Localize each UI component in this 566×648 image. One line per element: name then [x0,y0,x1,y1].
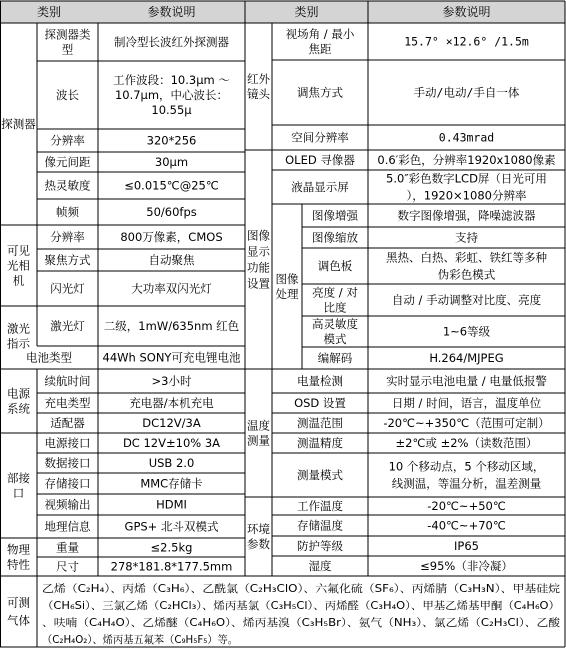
row-value: 支持 [455,230,478,245]
row-label: 激光灯 [50,319,85,333]
row-value: ≤2.5kg [150,540,193,555]
row-value: 5.0″彩色数字LCD屏（日光可用 [386,171,547,186]
row-label: 测温精度 [297,436,343,450]
section-environment: 环境 [247,522,270,536]
section-display-settings: 功能 [247,260,270,275]
row-label: 防护等级 [297,539,343,553]
row-label: 视频输出 [44,497,91,512]
section-laser: 激光 [7,321,30,336]
row-label: 电源接口 [44,436,91,450]
row-label: 调焦方式 [297,85,343,100]
section-ports: 部接 [7,471,30,485]
row-value: USB 2.0 [148,456,195,470]
section-display-settings: 显示 [247,244,270,259]
section-ir-lens: 镜头 [247,87,270,101]
row-value: H.264/MJPEG [429,351,504,365]
row-label: 图像增强 [312,208,358,223]
row-label: 存储温度 [297,518,343,533]
row-value: 44Wh SONY可充电锂电池 [102,350,241,365]
row-value: MMC存储卡 [140,476,203,491]
row-label: 探测器类 [44,27,91,42]
row-label: OLED 寻像器 [285,153,355,167]
row-value: 0.6′彩色，分辨率1920x1080像素 [377,153,556,167]
row-value: >3小时 [151,374,192,388]
header-desc-right: 参数说明 [442,5,491,19]
row-value: HDMI [156,497,187,512]
section-display-settings: 图像 [247,228,270,243]
row-label: 液晶显示屏 [291,180,349,194]
row-label: 工作温度 [297,499,343,513]
row-value: 15.7° ×12.6° /1.5m [404,34,529,49]
gas-list-line: 乙烯（C₂H₄）、丙烯（C₃H₆）、乙酰氯（C₂H₃ClO）、六氟化硫（SF₆）、丙烯腈（C₃H₃N）、甲基硅烷 [42,583,501,595]
row-label: 视场角 / 最小 [285,27,355,41]
section-temperature: 温度 [247,418,270,433]
row-label: 适配器 [50,416,85,430]
row-value: IP65 [454,539,479,553]
row-label: 分辨率 [50,230,85,244]
row-value: 大功率双闪光灯 [131,281,212,296]
row-value: ±2℃或 ±2%（读数范围） [395,436,538,450]
row-value: 伪彩色模式 [437,267,496,282]
section-environment: 参数 [247,537,270,551]
section-image-processing: 处理 [275,287,299,301]
row-label: 编解码 [317,351,353,365]
row-label: 测量模式 [297,468,343,482]
header-desc-left: 参数说明 [147,5,196,19]
row-value: 工作波段：10.3μm ～ [113,73,230,87]
section-ir-lens: 红外 [247,72,270,86]
section-display-settings: 设置 [247,276,270,291]
row-label: 聚焦方式 [44,253,91,267]
row-label: 亮度 / 对 [312,285,358,300]
row-value: ），1920×1080分辨率 [406,188,527,203]
section-gases: 可测 [7,595,30,610]
section-gases: 气体 [7,613,30,628]
section-physical: 特性 [7,557,30,572]
row-value: -20℃~+350℃（范围可定制） [383,416,550,430]
section-image-processing: 图像 [275,272,299,286]
row-value: 制冷型长波红外探测器 [114,35,229,49]
row-label: 帧频 [56,205,79,219]
row-value: 278*181.8*177.5mm [110,559,233,574]
row-label: 比度 [323,300,347,315]
section-detector: 探测器 [1,117,36,131]
row-value: ≤95%（非冷凝） [420,559,513,573]
row-value: 二级，1mW/635nm 红色 [103,319,240,333]
row-value: -20℃~+50℃ [427,499,506,513]
row-value: 数字图像增强，降噪滤波器 [397,208,536,223]
row-value: ≤0.015℃@25℃ [124,178,219,193]
row-value: 充电器/本机充电 [129,396,214,410]
row-value: DC 12V±10% 3A [122,436,221,450]
row-label: 空间分辨率 [291,130,349,145]
row-value: 10.55μ [151,103,192,117]
row-label: 调色板 [317,259,353,273]
row-value: 800万像素，CMOS [120,230,223,244]
row-label: 波长 [56,88,79,102]
row-value: 320*256 [146,133,197,148]
row-label: 焦距 [308,42,332,56]
row-value: -40℃~+70℃ [427,518,506,533]
row-value: 黑热、白热、彩虹、铁红等多种 [386,250,547,265]
section-visible-camera: 光相 [7,258,30,273]
row-label: 型 [61,42,74,57]
row-value: 自动 / 手动调整对比度、亮度 [391,293,542,307]
section-laser: 指示 [7,336,30,351]
row-label: 存储接口 [44,476,91,491]
row-label: 电池类型 [26,350,72,365]
row-value: 0.43mrad [438,130,495,145]
row-label: 模式 [323,332,347,346]
row-label: 重量 [56,540,79,555]
section-power: 系统 [7,401,30,416]
row-label: 充电类型 [44,396,91,410]
row-label: 分辨率 [50,133,85,148]
row-label: 图像缩放 [312,230,358,245]
row-value: 1~6等级 [442,324,491,339]
section-power: 电源 [7,386,30,401]
row-label: 像元间距 [44,155,91,169]
row-label: 电量检测 [297,374,343,388]
section-visible-camera: 机 [12,273,25,288]
row-label: 热灵敏度 [44,178,91,193]
row-label: 地理信息 [44,519,91,534]
section-temperature: 测量 [247,433,270,448]
row-label: 数据接口 [44,456,91,470]
row-label: 尺寸 [56,559,79,574]
row-value: GPS+ 北斗双模式 [124,519,219,534]
row-value: 实时显示电池电量 / 电量低报警 [386,374,547,388]
row-value: 手动/电动/手自一体 [413,85,520,100]
row-value: 10.7μm，中心波长： [114,88,229,102]
row-label: 测温范围 [297,416,343,430]
row-value: 30μm [154,155,189,169]
gas-list-line: （CH₆Si）、三氯乙烯（C₂HCl₃）、烯丙基氯（C₃H₅Cl）、丙烯醛（C₃H₄O）、甲基乙烯基甲酮（C₄H₆O） [42,600,518,612]
section-visible-camera: 可见 [7,243,30,258]
row-value: 10 个移动点，5 个移动区域， [388,459,545,474]
row-value: 线测温，等温分析，温差测量 [391,476,542,491]
header-category-left: 类别 [36,5,62,19]
section-ports: 口 [12,486,25,500]
row-value: 50/60fps [146,205,197,219]
row-label: 湿度 [308,559,332,573]
row-label: OSD 设置 [294,396,346,410]
section-physical: 物理 [7,542,30,557]
row-label: 续航时间 [44,374,91,388]
gas-list-line: （C₂H₄O₂）、烯丙基五氟苯（C₉H₅F₅）等。 [42,634,244,646]
row-value: 自动聚焦 [148,253,195,267]
row-label: 高灵敏度 [312,317,358,331]
row-label: 闪光灯 [50,281,85,296]
row-value: DC12V/3A [142,416,201,430]
gas-list-line: 、呋喃（C₄H₄O）、乙烯醚（C₄H₆O）、烯丙基溴（C₃H₅Br）、氨气（NH₃）、氯乙烯（C₂H₃Cl）、乙酸 [42,617,505,629]
header-category-right: 类别 [294,5,319,19]
row-value: 日期 / 时间，语言，温度单位 [391,396,542,410]
